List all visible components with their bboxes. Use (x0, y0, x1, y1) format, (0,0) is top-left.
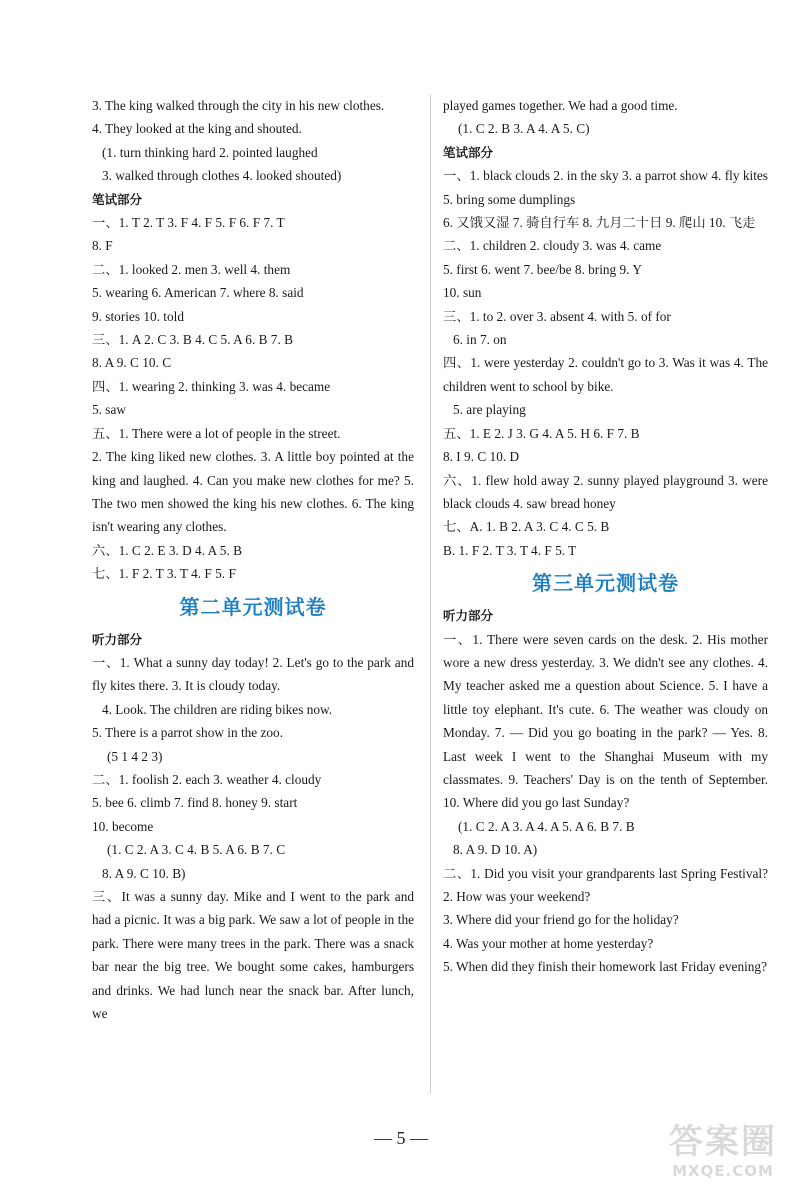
answer-line: 3. walked through clothes 4. looked shouted) (102, 168, 342, 184)
answer-line: 五、1. E 2. J 3. G 4. A 5. H 6. F 7. B (443, 425, 640, 441)
section-heading: 笔试部分 (443, 144, 494, 160)
right-column (443, 94, 768, 979)
unit-title: 第三单元测试卷 (532, 571, 679, 596)
answer-line: 5. When did they finish their homework last Friday evening? (443, 959, 767, 975)
answer-line: 七、1. F 2. T 3. T 4. F 5. F (92, 566, 236, 582)
answer-line: 10. sun (443, 285, 482, 301)
answer-line: 三、1. A 2. C 3. B 4. C 5. A 6. B 7. B (92, 332, 293, 348)
section-heading: 听力部分 (443, 608, 494, 624)
answer-line: 8. F (92, 238, 113, 254)
answer-line: B. 1. F 2. T 3. T 4. F 5. T (443, 542, 577, 558)
answer-line: 三、1. to 2. over 3. absent 4. with 5. of for (443, 308, 671, 324)
watermark-url: MXQE.COM (672, 1162, 774, 1180)
answer-line: played games together. We had a good time. (443, 98, 678, 113)
answer-line: 4. They looked at the king and shouted. (92, 121, 302, 137)
page-number: — 5 — (374, 1128, 428, 1148)
answer-line: 一、1. There were seven cards on the desk. 2. His mother wore a new dress yesterday. 3. We didn't see any clothes. 4. My teacher asked me a question about Science. 5. I have a little toy elephant. It's cute. 6. The weather was cloudy on Monday. 7. — Did you go boating in the park? — Yes. 8. Last week I went to the Shanghai Museum with my classmates. 9. Teachers' Day is on the tenth of September. 10. Where did you go last Sunday? (443, 631, 768, 811)
answer-line: 9. stories 10. told (92, 308, 184, 324)
section-heading: 听力部分 (92, 631, 143, 647)
answer-line: 三、It was a sunny day. Mike and I went to the park and had a picnic. It was a big park. We saw a lot of people in the park. There were many trees in the park. There was a snack bar near the big tree. We bought some cakes, hamburgers and drinks. We had lunch near the snack bar. After lunch, we (92, 889, 414, 1022)
answer-line: 8. A 9. C 10. B) (102, 865, 186, 881)
answer-line: 6. in 7. on (453, 332, 507, 348)
section-heading: 笔试部分 (92, 191, 143, 207)
answer-line: 5. saw (92, 402, 126, 418)
watermark-logo (658, 1122, 788, 1192)
answer-line: 5. first 6. went 7. bee/be 8. bring 9. Y (443, 261, 642, 277)
answer-line: 10. become (92, 818, 154, 834)
answer-line: 4. Was your mother at home yesterday? (443, 935, 654, 951)
answer-line: 3. Where did your friend go for the holiday? (443, 912, 679, 928)
answer-line: 五、1. There were a lot of people in the street. (92, 425, 341, 441)
column-divider (430, 94, 431, 1094)
answer-line: (5 1 4 2 3) (107, 748, 163, 764)
answer-line: 5. wearing 6. American 7. where 8. said (92, 285, 304, 301)
answer-line: 六、1. flew hold away 2. sunny played playground 3. were black clouds 4. saw bread honey (443, 472, 768, 511)
unit-title: 第二单元测试卷 (179, 594, 327, 619)
answer-line: 一、1. What a sunny day today! 2. Let's go to the park and fly kites there. 3. It is cloudy today. (92, 654, 414, 694)
answer-line: 七、A. 1. B 2. A 3. C 4. C 5. B (443, 519, 610, 535)
answer-line: 8. I 9. C 10. D (443, 449, 520, 465)
answer-line: 8. A 9. D 10. A) (453, 842, 538, 858)
answer-line: 6. 又饿又湿 7. 骑自行车 8. 九月二十日 9. 爬山 10. 飞走 (443, 215, 756, 231)
watermark-text: 答案圈 (669, 1122, 777, 1162)
answer-line: 5. There is a parrot show in the zoo. (92, 725, 284, 741)
answer-line: 4. Look. The children are riding bikes now. (102, 701, 333, 717)
answer-line: (1. C 2. B 3. A 4. A 5. C) (458, 121, 590, 137)
answer-line: 四、1. wearing 2. thinking 3. was 4. became (92, 378, 331, 394)
answer-line: 3. The king walked through the city in his new clothes. (92, 98, 385, 113)
answer-line: 一、1. black clouds 2. in the sky 3. a parrot show 4. fly kites 5. bring some dumplings (443, 168, 768, 207)
answer-line: 5. are playing (453, 402, 526, 418)
answer-line: 二、1. looked 2. men 3. well 4. them (92, 261, 291, 277)
answer-line: 2. The king liked new clothes. 3. A little boy pointed at the king and laughed. 4. Can you make new clothes for me? 5. The two men showed the king his new clothes. 6. The king isn't wearing any clothes. (92, 449, 414, 535)
answer-line: 8. A 9. C 10. C (92, 355, 172, 371)
answer-line: 二、1. Did you visit your grandparents last Spring Festival? 2. How was your weekend? (443, 865, 768, 904)
answer-line: 六、1. C 2. E 3. D 4. A 5. B (92, 542, 242, 558)
answer-line: 二、1. children 2. cloudy 3. was 4. came (443, 238, 662, 254)
answer-line: (1. C 2. A 3. A 4. A 5. A 6. B 7. B (458, 818, 635, 834)
answer-line: 一、1. T 2. T 3. F 4. F 5. F 6. F 7. T (92, 215, 285, 231)
left-column (92, 94, 414, 1025)
answer-line: 四、1. were yesterday 2. couldn't go to 3. Was it was 4. The children went to school by bike. (443, 355, 768, 394)
answer-line: 二、1. foolish 2. each 3. weather 4. cloudy (92, 771, 322, 787)
answer-line: 5. bee 6. climb 7. find 8. honey 9. start (92, 795, 298, 811)
answer-line: (1. C 2. A 3. C 4. B 5. A 6. B 7. C (107, 842, 286, 858)
answer-line: (1. turn thinking hard 2. pointed laughed (102, 144, 318, 160)
